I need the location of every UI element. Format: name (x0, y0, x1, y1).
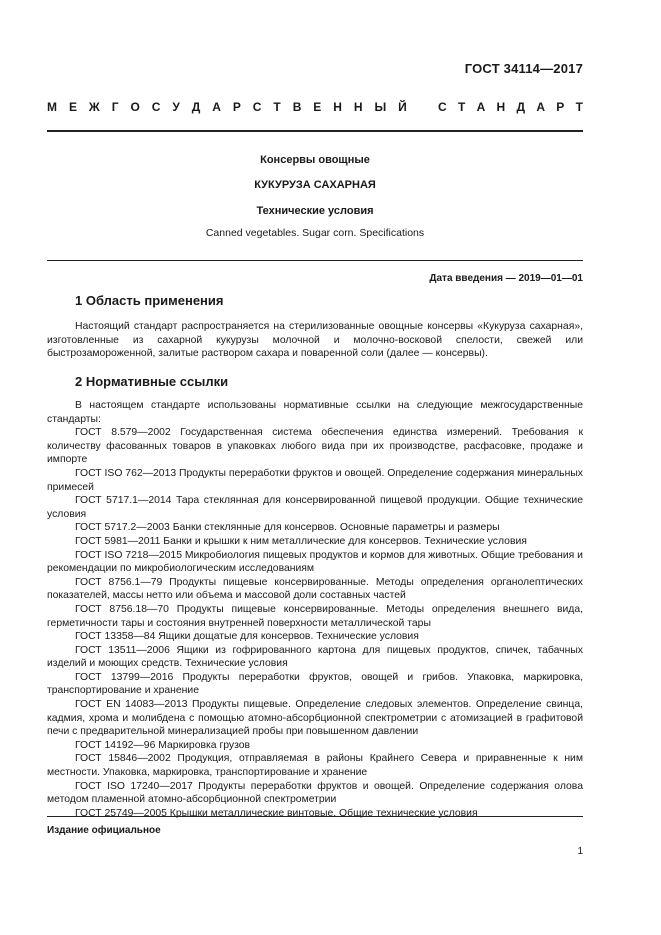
document-kind: Технические условия (256, 205, 374, 217)
references-intro: В настоящем стандарте использованы нормативные ссылки на следующие межгосударственные стандарты: (47, 400, 583, 425)
normative-references-list (47, 399, 583, 820)
section-1-heading: 1 Область применения (75, 293, 224, 308)
document-subtitle: Консервы овощные (260, 154, 370, 166)
standard-type-word-2: С Т А Н Д А Р Т (438, 100, 583, 114)
reference-item: ГОСТ 8756.1—79 Продукты пищевые консервированные. Методы определения органолептических показателей, массы нетто или объема и массовой доли составных частей (47, 576, 583, 602)
reference-item: ГОСТ ISO 762—2013 Продукты переработки фруктов и овощей. Определение содержания минеральных примесей (47, 467, 583, 493)
gost-number: ГОСТ 34114—2017 (464, 61, 583, 76)
reference-item: ГОСТ 5717.1—2014 Тара стеклянная для консервированной пищевой продукции. Общие технические условия (47, 495, 583, 520)
reference-item: ГОСТ 15846—2002 Продукция, отправляемая в районы Крайнего Севера и приравненные к ним местности. Упаковка, маркировка, транспортирование и хранение (47, 753, 583, 779)
reference-item: ГОСТ EN 14083—2013 Продукты пищевые. Определение следовых элементов. Определение свинца, кадмия, хрома и молибдена с помощью атомно-абсорбционной спектрометрии с атомизацией в графитовой печи с предварительной минерализацией пробы при повышенном давлении (47, 699, 583, 738)
reference-item: ГОСТ 13511—2006 Ящики из гофрированного картона для пищевых продуктов, спичек, табачных изделий и моющих средств. Технические условия (47, 644, 583, 670)
reference-item: ГОСТ 5717.2—2003 Банки стеклянные для консервов. Основные параметры и размеры (75, 522, 500, 534)
header-divider (47, 130, 583, 132)
reference-item: ГОСТ ISO 17240—2017 Продукты переработки фруктов и овощей. Определение содержания олова методом пламенной атомно-абсорбционной спектрометрии (47, 780, 583, 806)
reference-item: ГОСТ 14192—96 Маркировка грузов (75, 739, 251, 751)
introduction-date: Дата введения — 2019—01—01 (429, 273, 583, 284)
reference-item: ГОСТ 13799—2016 Продукты переработки фруктов, овощей и грибов. Упаковка, маркировка, транспортирование и хранение (47, 671, 583, 697)
reference-item: ГОСТ 5981—2011 Банки и крышки к ним металлические для консервов. Технические условия (75, 535, 527, 547)
reference-item: ГОСТ ISO 7218—2015 Микробиология пищевых продуктов и кормов для животных. Общие требования и рекомендации по микробиологическим исследованиям (47, 549, 583, 575)
section-1-body (47, 320, 583, 361)
reference-item: ГОСТ 8756.18—70 Продукты пищевые консервированные. Методы определения внешнего вида, герметичности тары и состояния внутренней поверхности металлической тары (47, 603, 583, 629)
reference-item: ГОСТ 13358—84 Ящики дощатые для консервов. Технические условия (75, 631, 419, 643)
page-number: 1 (577, 846, 583, 857)
english-title: Canned vegetables. Sugar corn. Specifications (205, 227, 425, 239)
title-divider (47, 260, 583, 261)
edition-note: Издание официальное (47, 825, 161, 836)
reference-item: ГОСТ 25749—2005 Крышки металлические винтовые. Общие технические условия (75, 807, 478, 819)
standard-type-word-1: М Е Ж Г О С У Д А Р С Т В Е Н Н Ы Й (47, 100, 407, 114)
section-1-paragraph: Настоящий стандарт распространяется на стерилизованные овощные консервы «Кукуруза сахарная», изготовленные из сахарной кукурузы молочной и молочно-восковой спелости, свежей или быстрозамороженной, залитые раствором сахара и поваренной соли (далее — консервы). (47, 321, 583, 360)
document-title: КУКУРУЗА САХАРНАЯ (254, 179, 376, 191)
reference-item: ГОСТ 8.579—2002 Государственная система обеспечения единства измерений. Требования к количеству фасованных товаров в упаковках любого вида при их производстве, расфасовке, продаже и импорте (47, 427, 583, 466)
footer-divider (47, 816, 583, 817)
section-2-heading: 2 Нормативные ссылки (75, 374, 229, 389)
standard-type-heading (47, 100, 583, 114)
